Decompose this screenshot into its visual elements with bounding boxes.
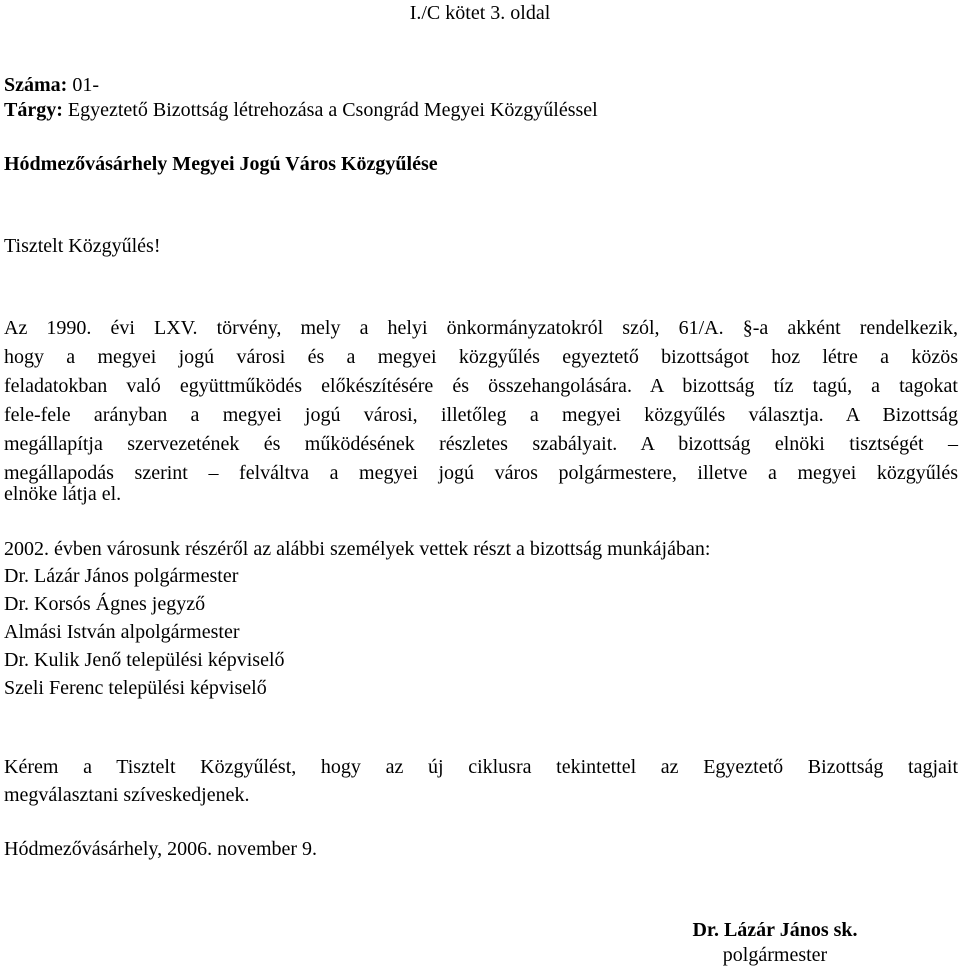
reference-number: [4, 73, 99, 98]
member-item: Almási István alpolgármester: [4, 621, 240, 643]
subject: [4, 98, 598, 123]
signature-block: [640, 918, 910, 968]
paragraph-line: megállapítja szervezetének és működésének részletes szabályait. A bizottság elnöki tisztségét –: [4, 433, 958, 455]
member-item: Szeli Ferenc települési képviselő: [4, 677, 267, 699]
recipient: Hódmezővásárhely Megyei Jogú Város Közgyűlése: [4, 153, 438, 175]
page-header: I./C kötet 3. oldal: [409, 2, 551, 24]
signature-title: polgármester: [722, 944, 828, 966]
place-date: Hódmezővásárhely, 2006. november 9.: [4, 838, 318, 860]
paragraph-line: hogy a megyei jogú városi és a megyei közgyűlés egyeztető bizottságot hoz létre a közös: [4, 346, 958, 368]
request-line: Kérem a Tisztelt Közgyűlést, hogy az új ciklusra tekintettel az Egyeztető Bizottság tagjait: [4, 756, 958, 778]
paragraph-line: Az 1990. évi LXV. törvény, mely a helyi önkormányzatokról szól, 61/A. §-a akként rendelkezik,: [4, 317, 958, 339]
paragraph-line: fele-fele arányban a megyei jogú városi, illetőleg a megyei közgyűlés választja. A Bizottság: [4, 404, 958, 426]
paragraph-line: megállapodás szerint – felváltva a megyei jogú város polgármestere, illetve a megyei közgyűlés: [4, 462, 958, 484]
member-item: Dr. Kulik Jenő települési képviselő: [4, 649, 285, 671]
member-item: Dr. Korsós Ágnes jegyző: [4, 593, 206, 615]
paragraph-line: elnöke látja el.: [4, 483, 122, 505]
signature-name: Dr. Lázár János sk.: [692, 919, 858, 941]
paragraph-line: feladatokban való együttműködés előkészítésére és összehangolására. A bizottság tíz tagú, a tagokat: [4, 375, 958, 397]
request-line: megválasztani szíveskedjenek.: [4, 784, 250, 806]
reference-number-label: Száma:: [4, 74, 68, 96]
members-intro: 2002. évben városunk részéről az alábbi személyek vettek részt a bizottság munkájában:: [4, 538, 711, 560]
member-item: Dr. Lázár János polgármester: [4, 565, 239, 587]
subject-value: Egyeztető Bizottság létrehozása a Csongrád Megyei Közgyűléssel: [62, 99, 598, 121]
subject-label: Tárgy:: [4, 99, 63, 121]
salutation: Tisztelt Közgyűlés!: [4, 235, 161, 257]
reference-number-value: 01-: [67, 74, 99, 96]
